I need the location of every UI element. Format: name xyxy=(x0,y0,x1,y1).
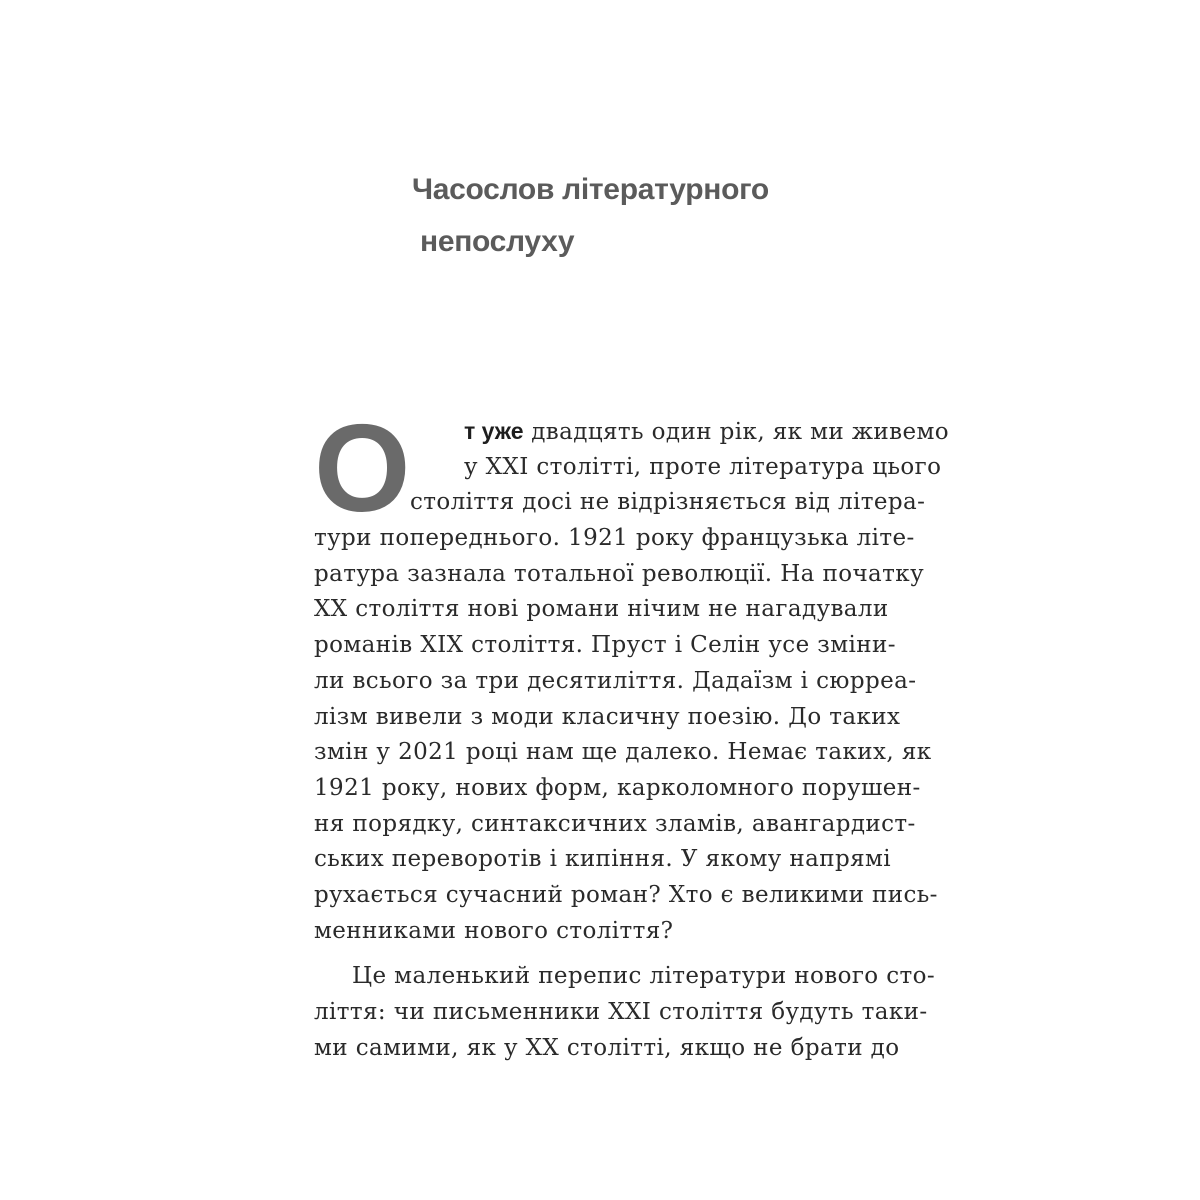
paragraph-gap xyxy=(314,949,886,959)
text-line: ли всього за три десятиліття. Дадаїзм і сюрреа- xyxy=(314,667,917,694)
text-line: тури попереднього. 1921 року французька літе- xyxy=(314,525,915,552)
text-line: XX століття нові романи нічим не нагадували xyxy=(314,596,889,623)
chapter-title xyxy=(412,164,932,268)
text-line: ня порядку, синтаксичних зламів, авангардист- xyxy=(314,810,916,837)
drop-cap: О xyxy=(314,400,411,538)
text-line: змін у 2021 році нам ще далеко. Немає таких, як xyxy=(314,739,932,766)
body-text xyxy=(314,400,950,1066)
text-line: ратура зазнала тотальної революції. На початку xyxy=(314,560,924,587)
text-line: ліття: чи письменники XXI століття будуть таки- xyxy=(314,999,928,1025)
text-line: романів XIX століття. Пруст і Селін усе зміни- xyxy=(314,632,896,659)
chapter-title-line-1: Часослов літературного xyxy=(412,173,769,206)
text-line: менниками нового століття? xyxy=(314,917,674,944)
text-line: ських переворотів і кипіння. У якому напрямі xyxy=(314,846,892,873)
text-line: у XXI столітті, проте література цього xyxy=(464,453,942,480)
text-line: 1921 року, нових форм, карколомного порушен- xyxy=(314,774,921,801)
text-line: рухається сучасний роман? Хто є великими пись- xyxy=(314,881,938,908)
chapter-title-line-2: непослуху xyxy=(420,225,575,258)
text-line: Це маленький перепис літератури нового сто- xyxy=(352,963,936,990)
text-line: лізм вивели з моди класичну поезію. До таких xyxy=(314,703,901,730)
text-line: ми самими, як у XX столітті, якщо не брати до xyxy=(314,1034,900,1061)
text-line: століття досі не відрізняється від літера- xyxy=(410,489,926,516)
text-line-1-rest: двадцять один рік, як ми живемо xyxy=(523,419,950,445)
lead-in: т уже xyxy=(464,418,524,444)
